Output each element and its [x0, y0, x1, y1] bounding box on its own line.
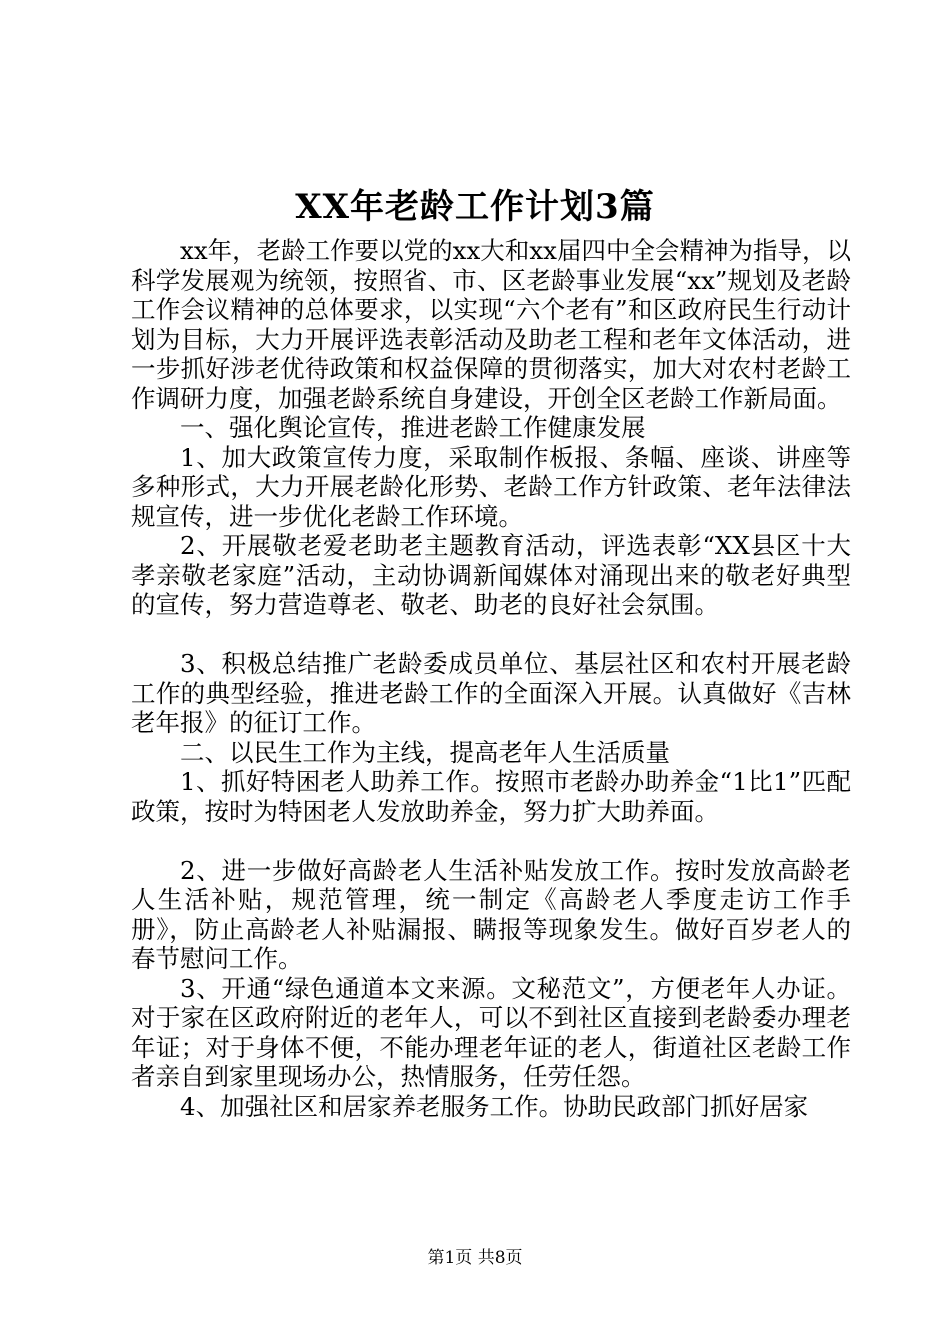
paragraph-1-2: 2、开展敬老爱老助老主题教育活动，评选表彰“XX县区十大孝亲敬老家庭”活动，主动协调新闻媒体对涌现出来的敬老好典型的宣传，努力营造尊老、敬老、助老的良好社会氛围。 — [131, 531, 851, 619]
document-title: XX年老龄工作计划3篇 — [295, 187, 655, 227]
paragraph-2-1: 1、抓好特困老人助养工作。按照市老龄办助养金“1比1”匹配政策，按时为特困老人发放助养金，努力扩大助养面。 — [131, 767, 851, 826]
paragraph-2-2: 2、进一步做好高龄老人生活补贴发放工作。按时发放高龄老人生活补贴，规范管理，统一制定《高龄老人季度走访工作手册》，防止高龄老人补贴漏报、瞒报等现象发生。做好百岁老人的春节慰问工作。 — [131, 855, 851, 973]
section-heading-2: 二、以民生工作为主线，提高老年人生活质量 — [180, 737, 670, 767]
paragraph-1-1: 1、加大政策宣传力度，采取制作板报、条幅、座谈、讲座等多种形式，大力开展老龄化形势、老龄工作方针政策、老年法律法规宣传，进一步优化老龄工作环境。 — [131, 442, 851, 531]
paragraph-intro: xx年，老龄工作要以党的xx大和xx届四中全会精神为指导，以科学发展观为统领，按照省、市、区老龄事业发展“xx”规划及老龄工作会议精神的总体要求，以实现“六个老有”和区政府民生行动计划为目标，大力开展评选表彰活动及助老工程和老年文体活动，进一步抓好涉老优待政策和权益保障的贯彻落实，加大对农村老龄工作调研力度，加强老龄系统自身建设，开创全区老龄工作新局面。 — [131, 236, 851, 413]
paragraph-2-3: 3、开通“绿色通道本文来源。文秘范文”，方便老年人办证。对于家在区政府附近的老年人，可以不到社区直接到老龄委办理老年证；对于身体不便，不能办理老年证的老人，街道社区老龄工作者亲自到家里现场办公，热情服务，任劳任怨。 — [131, 973, 851, 1091]
paragraph-2-4: 4、加强社区和居家养老服务工作。协助民政部门抓好居家 — [180, 1091, 809, 1121]
page-footer: 第1页 共8页 — [427, 1248, 523, 1268]
document-body — [131, 236, 851, 1121]
section-heading-1: 一、强化舆论宣传，推进老龄工作健康发展 — [180, 413, 646, 442]
paragraph-1-3: 3、积极总结推广老龄委成员单位、基层社区和农村开展老龄工作的典型经验，推进老龄工作的全面深入开展。认真做好《吉林老年报》的征订工作。 — [131, 649, 851, 737]
